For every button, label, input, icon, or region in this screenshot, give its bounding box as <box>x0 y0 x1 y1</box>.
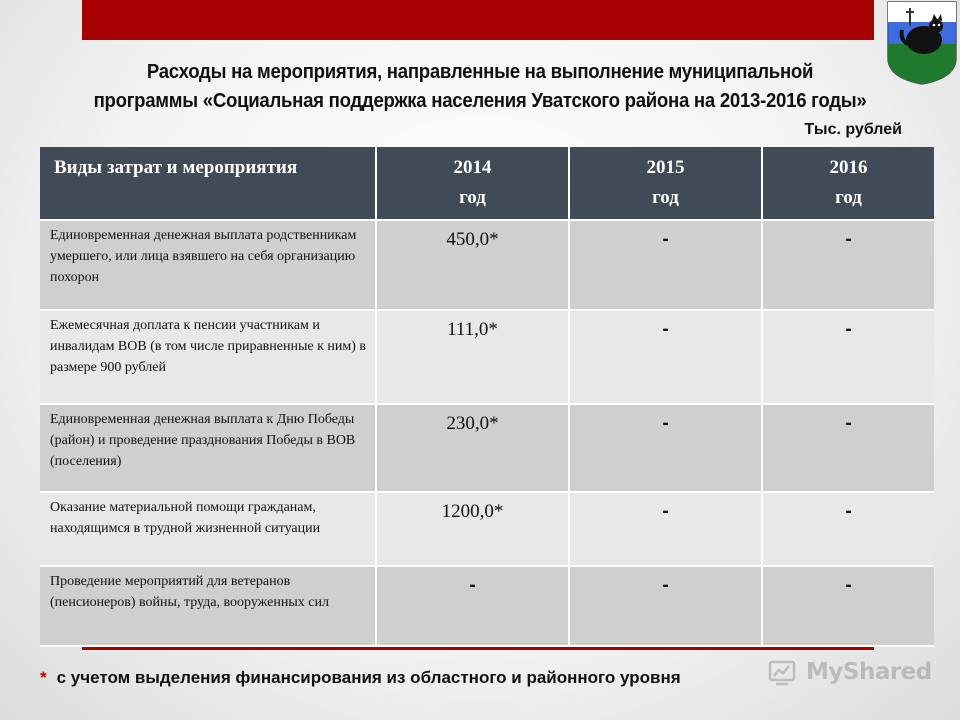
row-description: Единовременная денежная выплата родственникам умершего, или лица взявшего на себя организацию похорон <box>40 220 376 310</box>
column-header-year-suffix: год <box>652 187 679 208</box>
column-header-2016 <box>762 147 934 220</box>
column-header-2014 <box>376 147 569 220</box>
table-row <box>40 220 934 310</box>
value-2014: 450,0* <box>376 220 569 310</box>
value-2016: - <box>762 310 934 404</box>
row-description: Единовременная денежная выплата к Дню Победы (район) и проведение празднования Победы в ВОВ (поселения) <box>40 404 376 492</box>
bottom-accent-line <box>82 647 874 650</box>
column-header-year: 2014 <box>453 157 492 178</box>
top-accent-bar <box>82 0 874 40</box>
footnote-text: с учетом выделения финансирования из областного и районного уровня <box>56 668 681 687</box>
myshared-logo-icon <box>768 658 798 688</box>
column-header-year: 2016 <box>829 157 868 178</box>
page-title-line-1: Расходы на мероприятия, направленные на выполнение муниципальной <box>146 61 814 83</box>
table-header-row <box>40 147 934 220</box>
myshared-watermark <box>768 656 932 692</box>
table-row <box>40 566 934 646</box>
table-row <box>40 492 934 566</box>
expenses-table <box>40 147 934 647</box>
value-2014: - <box>376 566 569 646</box>
value-2015: - <box>569 310 762 404</box>
value-2016: - <box>762 566 934 646</box>
value-2014: 230,0* <box>376 404 569 492</box>
column-header-expense-type <box>40 147 376 220</box>
row-description: Проведение мероприятий для ветеранов (пенсионеров) войны, труда, вооруженных сил <box>40 566 376 646</box>
table-row <box>40 310 934 404</box>
page-title <box>52 58 908 116</box>
value-2014: 1200,0* <box>376 492 569 566</box>
value-2016: - <box>762 220 934 310</box>
row-description: Оказание материальной помощи гражданам, находящимся в трудной жизненной ситуации <box>40 492 376 566</box>
column-header-label: Виды затрат и мероприятия <box>54 157 298 178</box>
value-2015: - <box>569 404 762 492</box>
unit-label: Тыс. рублей <box>804 121 902 138</box>
footnote-marker: * <box>40 668 47 687</box>
value-2015: - <box>569 566 762 646</box>
column-header-2015 <box>569 147 762 220</box>
column-header-year: 2015 <box>646 157 685 178</box>
value-2014: 111,0* <box>376 310 569 404</box>
row-description: Ежемесячная доплата к пенсии участникам и инвалидам ВОВ (в том числе приравненные к ним) в размере 900 рублей <box>40 310 376 404</box>
value-2016: - <box>762 404 934 492</box>
column-header-year-suffix: год <box>459 187 486 208</box>
watermark-text: MyShared <box>806 659 932 685</box>
value-2015: - <box>569 220 762 310</box>
table-row <box>40 404 934 492</box>
column-header-year-suffix: год <box>835 187 862 208</box>
value-2016: - <box>762 492 934 566</box>
page-title-line-2: программы «Социальная поддержка населения Уватского района на 2013-2016 годы» <box>93 90 867 112</box>
value-2015: - <box>569 492 762 566</box>
